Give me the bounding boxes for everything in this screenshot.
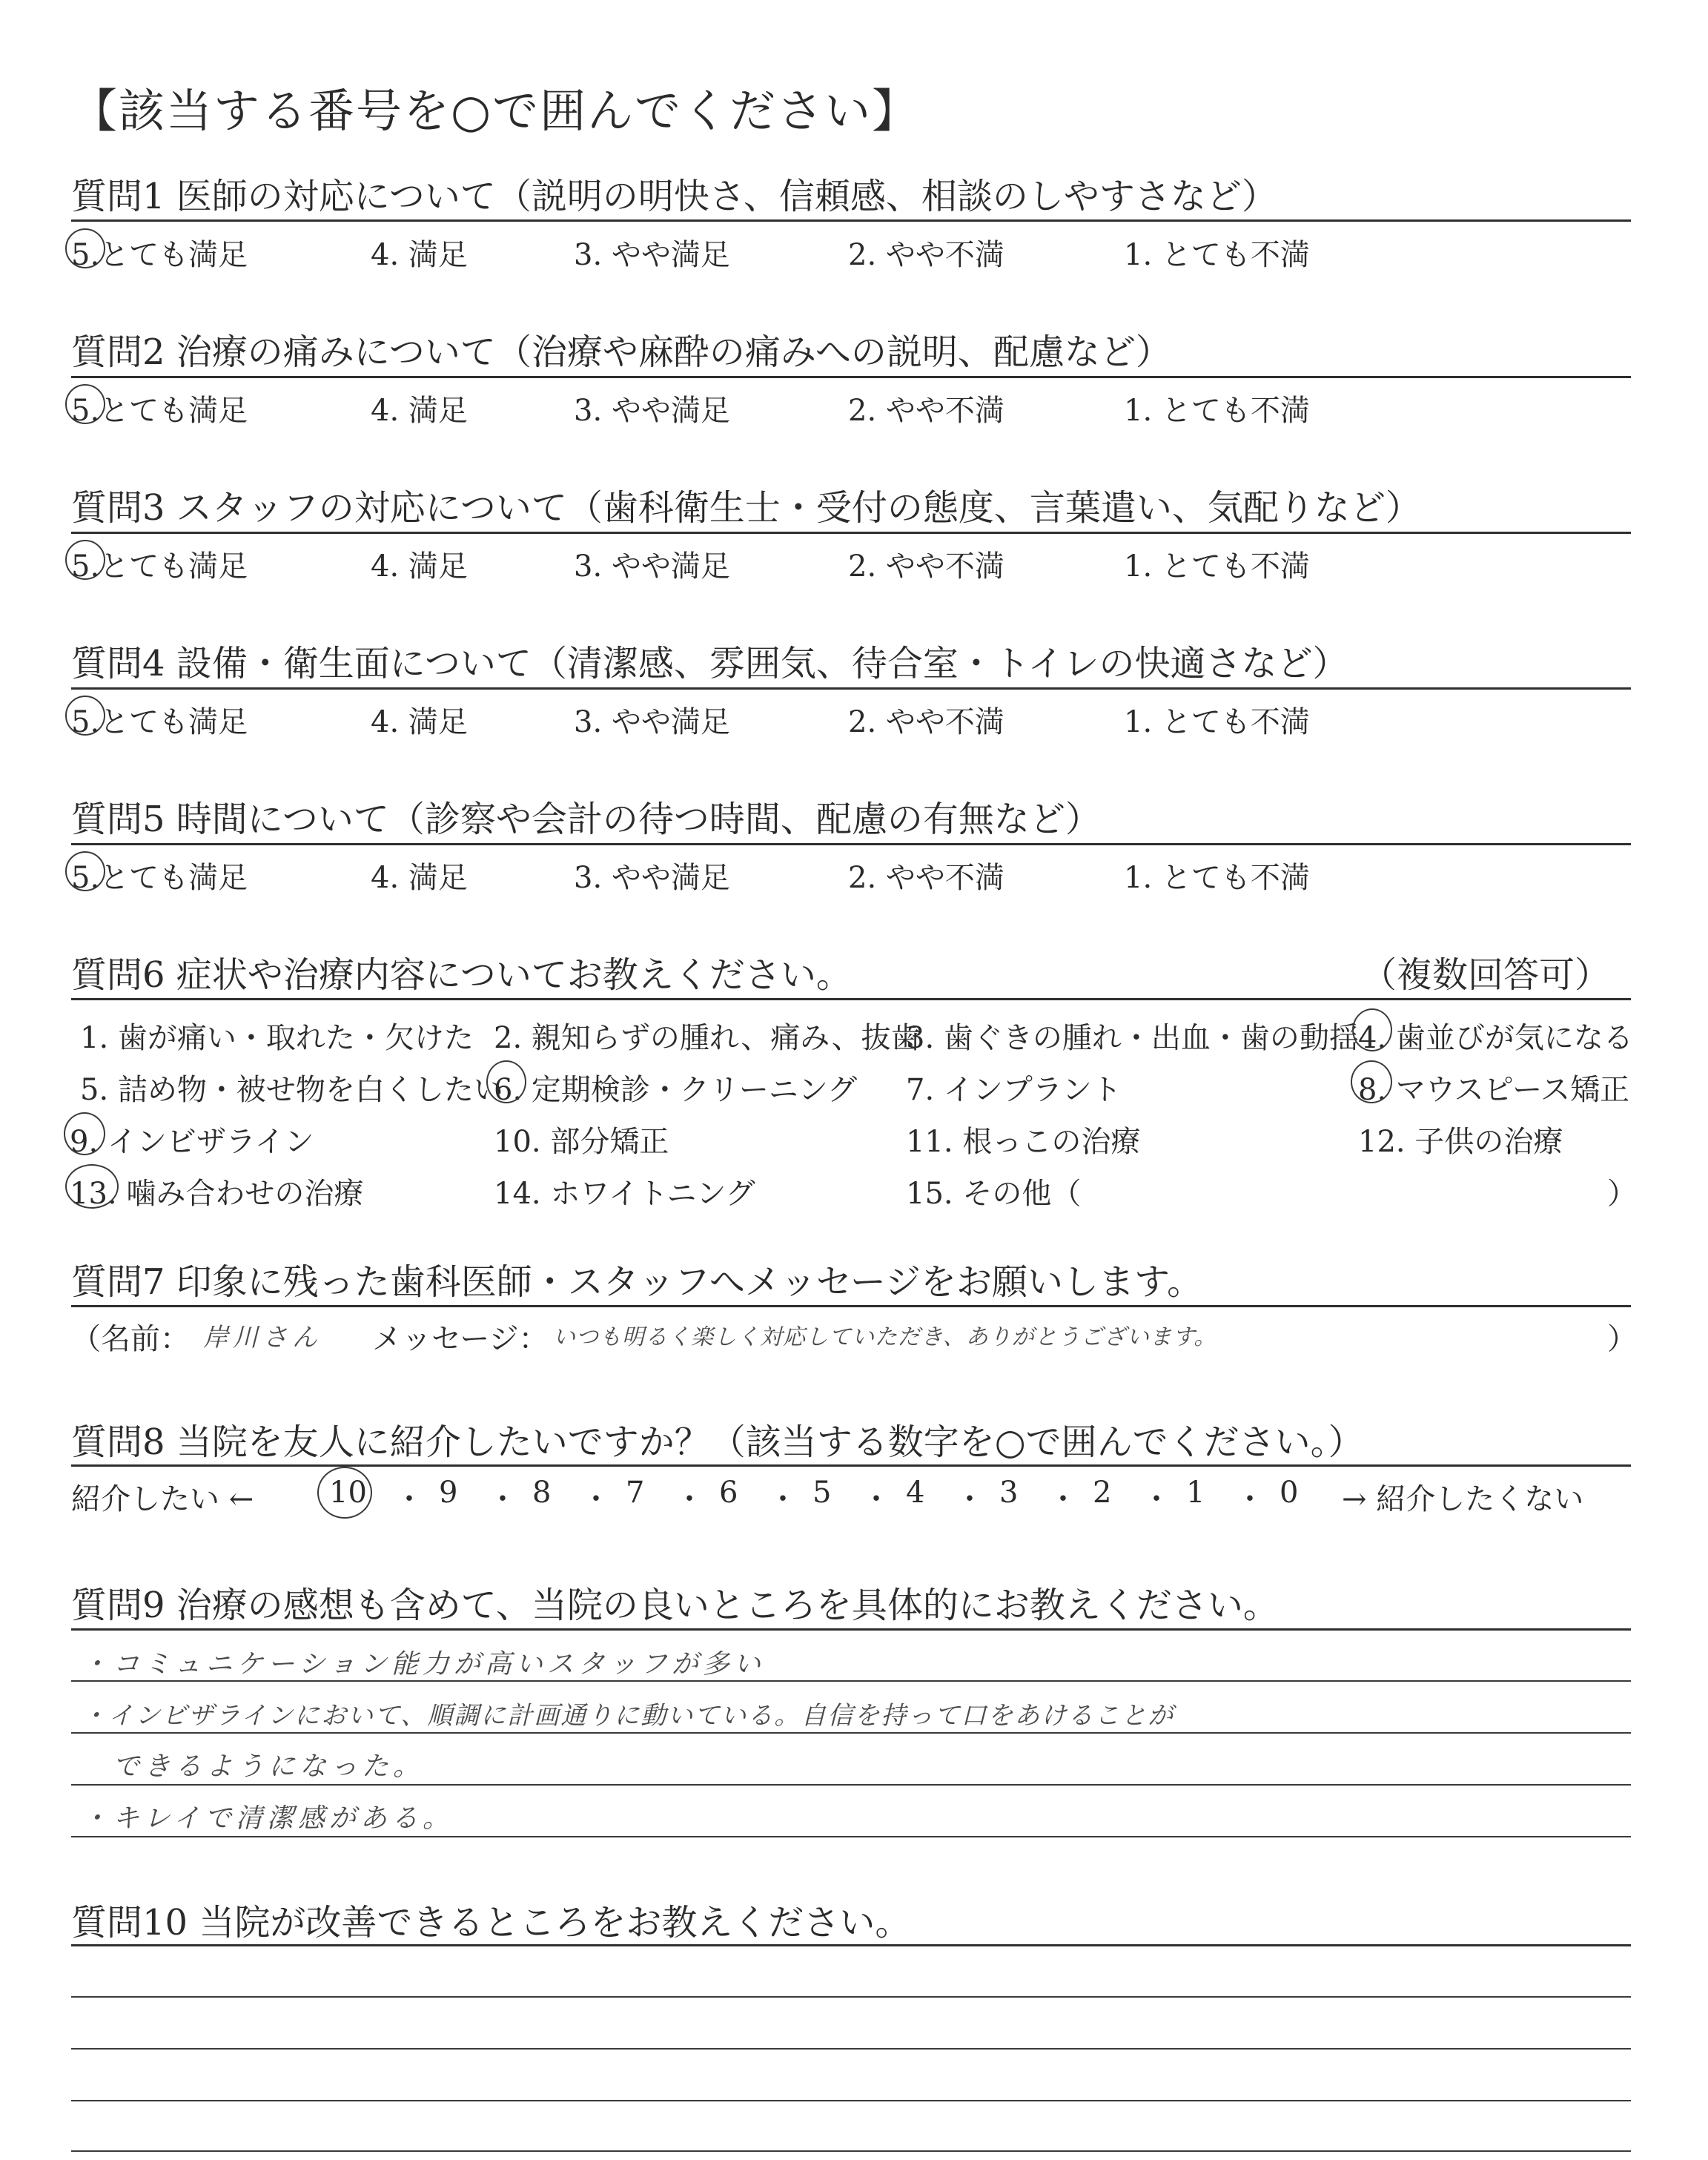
q10-rule <box>71 1944 1631 1946</box>
q8-dot: ・ <box>394 1482 424 1516</box>
q6-option-12[interactable]: 12. 子供の治療 <box>1358 1125 1563 1159</box>
q1-option-4[interactable]: 4. 満足 <box>371 238 468 272</box>
q6-circle-8 <box>1351 1060 1392 1103</box>
q9-answer-line <box>71 1784 1631 1786</box>
q4-option-3[interactable]: 3. やや満足 <box>574 705 730 739</box>
q2-option-2[interactable]: 2. やや不満 <box>848 394 1004 428</box>
q3-option-5[interactable]: 5.とても満足 <box>71 549 248 584</box>
q2-option-4[interactable]: 4. 満足 <box>371 394 468 428</box>
q8-scale-2[interactable]: 2 <box>1093 1476 1112 1510</box>
q10-answer-line[interactable] <box>71 2150 1631 2152</box>
q5-option-4[interactable]: 4. 満足 <box>371 861 468 895</box>
q1-option-2[interactable]: 2. やや不満 <box>848 238 1004 272</box>
q8-scale-3[interactable]: 3 <box>999 1476 1019 1510</box>
q5-option-5[interactable]: 5.とても満足 <box>71 861 248 895</box>
q9-answer-4[interactable]: ・キレイで清潔感がある。 <box>82 1803 454 1834</box>
q5-option-3[interactable]: 3. やや満足 <box>574 861 730 895</box>
q6-other-close: ） <box>1607 1177 1637 1211</box>
q4-option-5[interactable]: 5.とても満足 <box>71 705 248 739</box>
q3-rule <box>71 532 1631 534</box>
q8-dot: ・ <box>581 1482 611 1516</box>
q3-option-4[interactable]: 4. 満足 <box>371 549 468 584</box>
q6-option-9[interactable]: 9. インビザライン <box>70 1125 314 1159</box>
q3-option-2[interactable]: 2. やや不満 <box>848 549 1004 584</box>
q1-option-5[interactable]: 5.とても満足 <box>71 238 248 272</box>
q8-dot: ・ <box>1142 1482 1171 1516</box>
q8-scale-1[interactable]: 1 <box>1186 1476 1205 1510</box>
q2-option-3[interactable]: 3. やや満足 <box>574 394 730 428</box>
q5-rule <box>71 843 1631 845</box>
q8-dot: ・ <box>1235 1482 1265 1516</box>
q8-dot: ・ <box>488 1482 517 1516</box>
q7-heading: 質問7 印象に残った歯科医師・スタッフへメッセージをお願いします。 <box>71 1261 1203 1303</box>
q7-name-label: （名前： <box>71 1322 190 1356</box>
q6-option-3[interactable]: 3. 歯ぐきの腫れ・出血・歯の動揺 <box>906 1021 1359 1055</box>
q6-option-6[interactable]: 6. 定期検診・クリーニング <box>494 1073 858 1107</box>
q6-option-13[interactable]: 13. 噛み合わせの治療 <box>70 1177 364 1211</box>
q6-rule <box>71 998 1631 1000</box>
q6-option-14[interactable]: 14. ホワイトニング <box>494 1177 755 1211</box>
q9-answer-3[interactable]: できるようになった。 <box>113 1751 425 1782</box>
q6-option-2[interactable]: 2. 親知らずの腫れ、痛み、抜歯 <box>494 1021 921 1055</box>
q6-option-8[interactable]: 8. マウスピース矯正 <box>1358 1073 1630 1107</box>
q9-answer-2[interactable]: ・インビザラインにおいて、順調に計画通りに動いている。自信を持って口をあけることが <box>82 1701 1175 1731</box>
q1-option-3[interactable]: 3. やや満足 <box>574 238 730 272</box>
q7-name-value[interactable]: 岸川さん <box>203 1323 322 1353</box>
q4-option-1[interactable]: 1. とても不満 <box>1124 705 1310 739</box>
q10-answer-line[interactable] <box>71 1996 1631 1998</box>
q4-option-2[interactable]: 2. やや不満 <box>848 705 1004 739</box>
q10-answer-line[interactable] <box>71 2100 1631 2101</box>
q1-option-1[interactable]: 1. とても不満 <box>1124 238 1310 272</box>
q3-option-3[interactable]: 3. やや満足 <box>574 549 730 584</box>
q6-circle-6 <box>486 1060 526 1103</box>
q8-heading: 質問8 当院を友人に紹介したいですか？（該当する数字を○で囲んでください。） <box>71 1421 1364 1463</box>
q7-message-label: メッセージ： <box>372 1322 549 1356</box>
q8-dot: ・ <box>768 1482 798 1516</box>
q8-scale-5[interactable]: 5 <box>812 1476 832 1510</box>
q8-dot: ・ <box>1048 1482 1078 1516</box>
q6-option-7[interactable]: 7. インプラント <box>906 1073 1122 1107</box>
q6-option-4[interactable]: 4. 歯並びが気になる <box>1358 1021 1633 1055</box>
q9-answer-1[interactable]: ・コミュニケーション能力が高いスタッフが多い <box>82 1649 765 1680</box>
q7-message-value[interactable]: いつも明るく楽しく対応していただき、ありがとうございます。 <box>553 1324 1217 1350</box>
q6-circle-9 <box>64 1112 105 1155</box>
q2-option-5[interactable]: 5.とても満足 <box>71 394 248 428</box>
q8-scale-10[interactable]: 10 <box>329 1476 367 1510</box>
q6-heading: 質問6 症状や治療内容についてお教えください。 <box>71 954 852 996</box>
q8-scale-9[interactable]: 9 <box>439 1476 458 1510</box>
q3-heading: 質問3 スタッフの対応について（歯科衛生士・受付の態度、言葉遣い、気配りなど） <box>71 487 1421 529</box>
q9-heading: 質問9 治療の感想も含めて、当院の良いところを具体的にお教えください。 <box>71 1585 1279 1626</box>
q8-selected-circle <box>317 1467 372 1519</box>
q6-option-15[interactable]: 15. その他（ <box>906 1177 1082 1211</box>
q8-dot: ・ <box>675 1482 704 1516</box>
q8-dot: ・ <box>955 1482 984 1516</box>
q6-option-1[interactable]: 1. 歯が痛い・取れた・欠けた <box>80 1021 474 1055</box>
q10-heading: 質問10 当院が改善できるところをお教えください。 <box>71 1902 911 1943</box>
q6-option-10[interactable]: 10. 部分矯正 <box>494 1125 669 1159</box>
q8-scale-0[interactable]: 0 <box>1280 1476 1299 1510</box>
q8-right-label: → 紹介したくない <box>1342 1482 1584 1516</box>
q5-heading: 質問5 時間について（診察や会計の待つ時間、配慮の有無など） <box>71 799 1101 840</box>
q4-rule <box>71 687 1631 690</box>
q8-scale-8[interactable]: 8 <box>532 1476 552 1510</box>
q6-option-5[interactable]: 5. 詰め物・被せ物を白くしたい <box>80 1073 503 1107</box>
q9-answer-line <box>71 1732 1631 1734</box>
q5-option-1[interactable]: 1. とても不満 <box>1124 861 1310 895</box>
q6-circle-13 <box>65 1164 119 1209</box>
q3-option-1[interactable]: 1. とても不満 <box>1124 549 1310 584</box>
page-title: 【該当する番号を○で囲んでください】 <box>71 84 920 138</box>
q8-rule <box>71 1464 1631 1467</box>
q6-circle-4 <box>1352 1008 1392 1051</box>
q8-left-label: 紹介したい ← <box>71 1482 254 1516</box>
q4-option-4[interactable]: 4. 満足 <box>371 705 468 739</box>
q10-answer-line[interactable] <box>71 2048 1631 2050</box>
q5-option-2[interactable]: 2. やや不満 <box>848 861 1004 895</box>
q9-rule <box>71 1628 1631 1631</box>
q8-dot: ・ <box>861 1482 891 1516</box>
q7-rule <box>71 1305 1631 1307</box>
q2-rule <box>71 376 1631 378</box>
q4-heading: 質問4 設備・衛生面について（清潔感、雰囲気、待合室・トイレの快適さなど） <box>71 643 1348 684</box>
q9-answer-line <box>71 1836 1631 1837</box>
q7-close: ） <box>1607 1322 1637 1356</box>
q8-scale-7[interactable]: 7 <box>626 1476 645 1510</box>
q8-scale-4[interactable]: 4 <box>906 1476 925 1510</box>
q6-note: （複数回答可） <box>1361 954 1611 996</box>
q2-heading: 質問2 治療の痛みについて（治療や麻酔の痛みへの説明、配慮など） <box>71 331 1171 373</box>
q1-heading: 質問1 医師の対応について（説明の明快さ、信頼感、相談のしやすさなど） <box>71 176 1277 217</box>
q8-scale-6[interactable]: 6 <box>719 1476 738 1510</box>
q1-rule <box>71 219 1631 222</box>
q2-option-1[interactable]: 1. とても不満 <box>1124 394 1310 428</box>
q6-option-11[interactable]: 11. 根っこの治療 <box>906 1125 1141 1159</box>
